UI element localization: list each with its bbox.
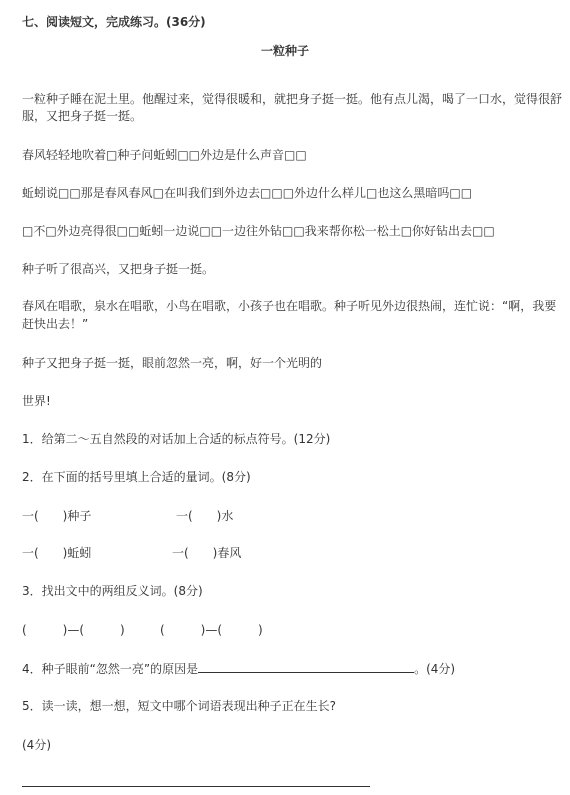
- paragraph-line: 服，又把身子挺一挺。: [22, 109, 143, 123]
- paragraph-line: 蚯蚓说□□那是春风春风□在叫我们到外边去□□□外边什么样儿□也这么黑暗吗□□: [22, 186, 473, 200]
- q2-blank-earthworm[interactable]: 一( )蚯蚓: [22, 546, 92, 560]
- q4-prefix: 4．种子眼前“忽然一亮”的原因是: [22, 662, 199, 676]
- paragraph-line: 一粒种子睡在泥土里。他醒过来，觉得很暖和，就把身子挺一挺。他有点儿渴，喝了一口水，觉得很舒: [22, 92, 563, 106]
- paragraph-line: □不□外边亮得很□□蚯蚓一边说□□一边往外钻□□我来帮你松一松土□你好钻出去□□: [22, 224, 495, 238]
- question-3: 3．找出文中的两组反义词。(8分): [22, 584, 203, 598]
- q2-blank-spring-wind[interactable]: 一( )春风: [172, 546, 242, 560]
- paragraph-line: 种子又把身子挺一挺，眼前忽然一亮，啊，好一个光明的: [22, 356, 323, 370]
- q3-antonym-pair-1[interactable]: ( )—( ): [22, 623, 125, 637]
- paragraph-line: 赶快出去！”: [22, 317, 89, 331]
- q2-blank-water[interactable]: 一( )水: [176, 509, 234, 523]
- question-4: [22, 660, 455, 677]
- paragraph-line: 种子听了很高兴，又把身子挺一挺。: [22, 262, 215, 276]
- q5-score: (4分): [22, 738, 51, 752]
- q4-suffix: 。(4分): [414, 662, 456, 676]
- q2-blank-seed[interactable]: 一( )种子: [22, 509, 92, 523]
- paragraph-line: 春风轻轻地吹着□种子问蚯蚓□□外边是什么声音□□: [22, 148, 307, 162]
- paragraph-line: 世界!: [22, 394, 51, 408]
- paragraph-line: 春风在唱歌，泉水在唱歌，小鸟在唱歌，小孩子也在唱歌。种子听见外边很热闹，连忙说：“啊，我要: [22, 299, 557, 313]
- question-2: 2．在下面的括号里填上合适的量词。(8分): [22, 470, 251, 484]
- q4-answer-blank[interactable]: [198, 660, 414, 673]
- q3-antonym-pair-2[interactable]: ( )—( ): [160, 623, 263, 637]
- section-heading: 七、阅读短文，完成练习。(36分): [22, 15, 206, 29]
- question-1: 1．给第二～五自然段的对话加上合适的标点符号。(12分): [22, 432, 331, 446]
- q5-answer-line[interactable]: [22, 786, 370, 787]
- passage-title: 一粒种子: [260, 44, 309, 58]
- question-5: 5．读一读，想一想，短文中哪个词语表现出种子正在生长?: [22, 699, 337, 713]
